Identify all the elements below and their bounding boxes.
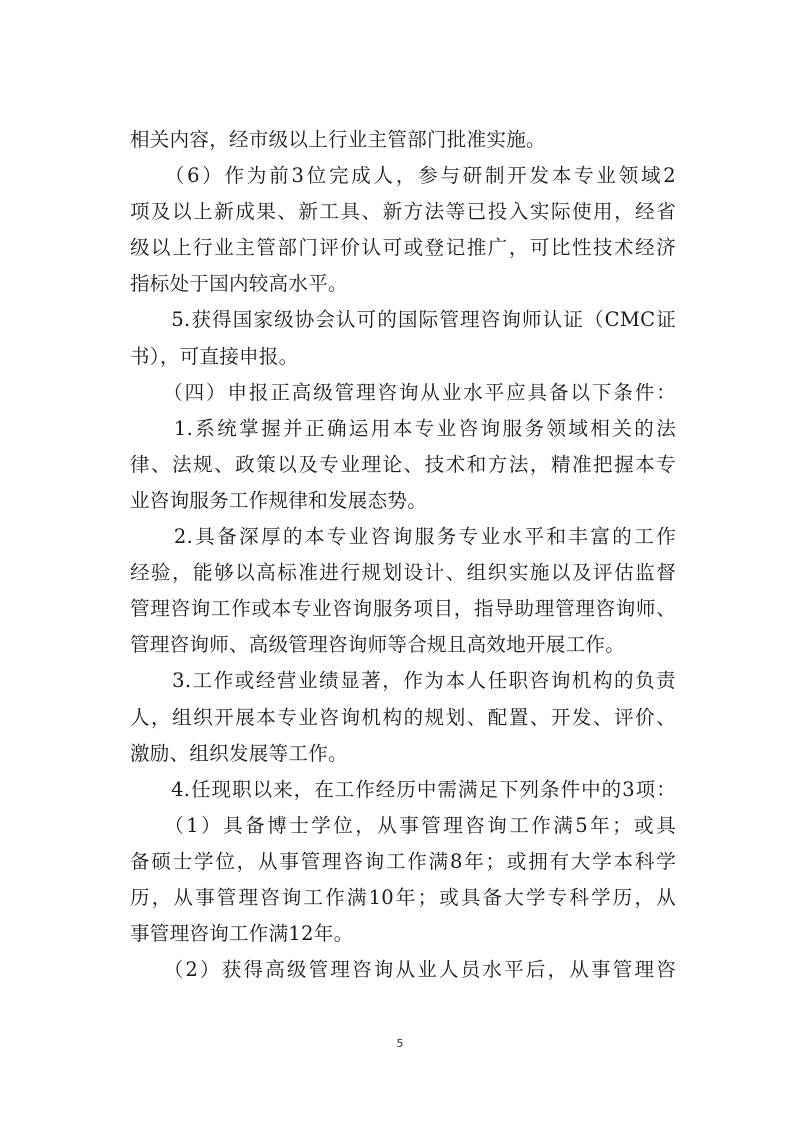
text-line: 业咨询服务工作规律和发展态势。 xyxy=(130,488,428,512)
page-number: 5 xyxy=(396,1037,404,1050)
text-line: 相关内容，经市级以上行业主管部门批准实施。 xyxy=(130,128,546,151)
text-line: 激励、组织发展等工作。 xyxy=(130,741,348,765)
text-line: 经验，能够以高标准进行规划设计、组织实施以及评估监督 xyxy=(130,561,676,585)
text-line: （2）获得高级管理咨询从业人员水平后，从事管理咨 xyxy=(130,958,676,982)
document-body xyxy=(130,122,676,988)
text-line: 管理咨询工作或本专业咨询服务项目，指导助理管理咨询师、 xyxy=(130,597,676,621)
text-line: 管理咨询师、高级管理咨询师等合规且高效地开展工作。 xyxy=(130,633,626,657)
text-line: （6）作为前3位完成人，参与研制开发本专业领域2 xyxy=(130,164,676,188)
text-line: 项及以上新成果、新工具、新方法等已投入实际使用，经省 xyxy=(130,200,676,224)
text-line: 3.工作或经营业绩显著，作为本人任职咨询机构的负责 xyxy=(130,669,676,693)
text-line: 4.任现职以来，在工作经历中需满足下列条件中的3项： xyxy=(130,777,676,801)
text-line: （1）具备博士学位，从事管理咨询工作满5年；或具 xyxy=(130,813,676,837)
text-line: 书），可直接申报。 xyxy=(130,344,299,368)
text-line: 1.系统掌握并正确运用本专业咨询服务领域相关的法 xyxy=(130,416,676,440)
text-line: 5.获得国家级协会认可的国际管理咨询师认证（CMC证 xyxy=(130,308,676,332)
text-line: 备硕士学位，从事管理咨询工作满8年；或拥有大学本科学 xyxy=(130,849,676,873)
text-line: 历，从事管理咨询工作满10年；或具备大学专科学历，从 xyxy=(130,885,676,909)
text-line: 事管理咨询工作满12年。 xyxy=(130,922,354,946)
text-line: 2.具备深厚的本专业咨询服务专业水平和丰富的工作 xyxy=(130,525,676,549)
text-line: 级以上行业主管部门评价认可或登记推广，可比性技术经济 xyxy=(130,236,676,260)
text-line: 律、法规、政策以及专业理论、技术和方法，精准把握本专 xyxy=(130,452,676,476)
text-line: （四）申报正高级管理咨询从业水平应具备以下条件： xyxy=(130,380,676,404)
text-line: 人，组织开展本专业咨询机构的规划、配置、开发、评价、 xyxy=(130,705,676,729)
text-line: 指标处于国内较高水平。 xyxy=(130,272,348,296)
